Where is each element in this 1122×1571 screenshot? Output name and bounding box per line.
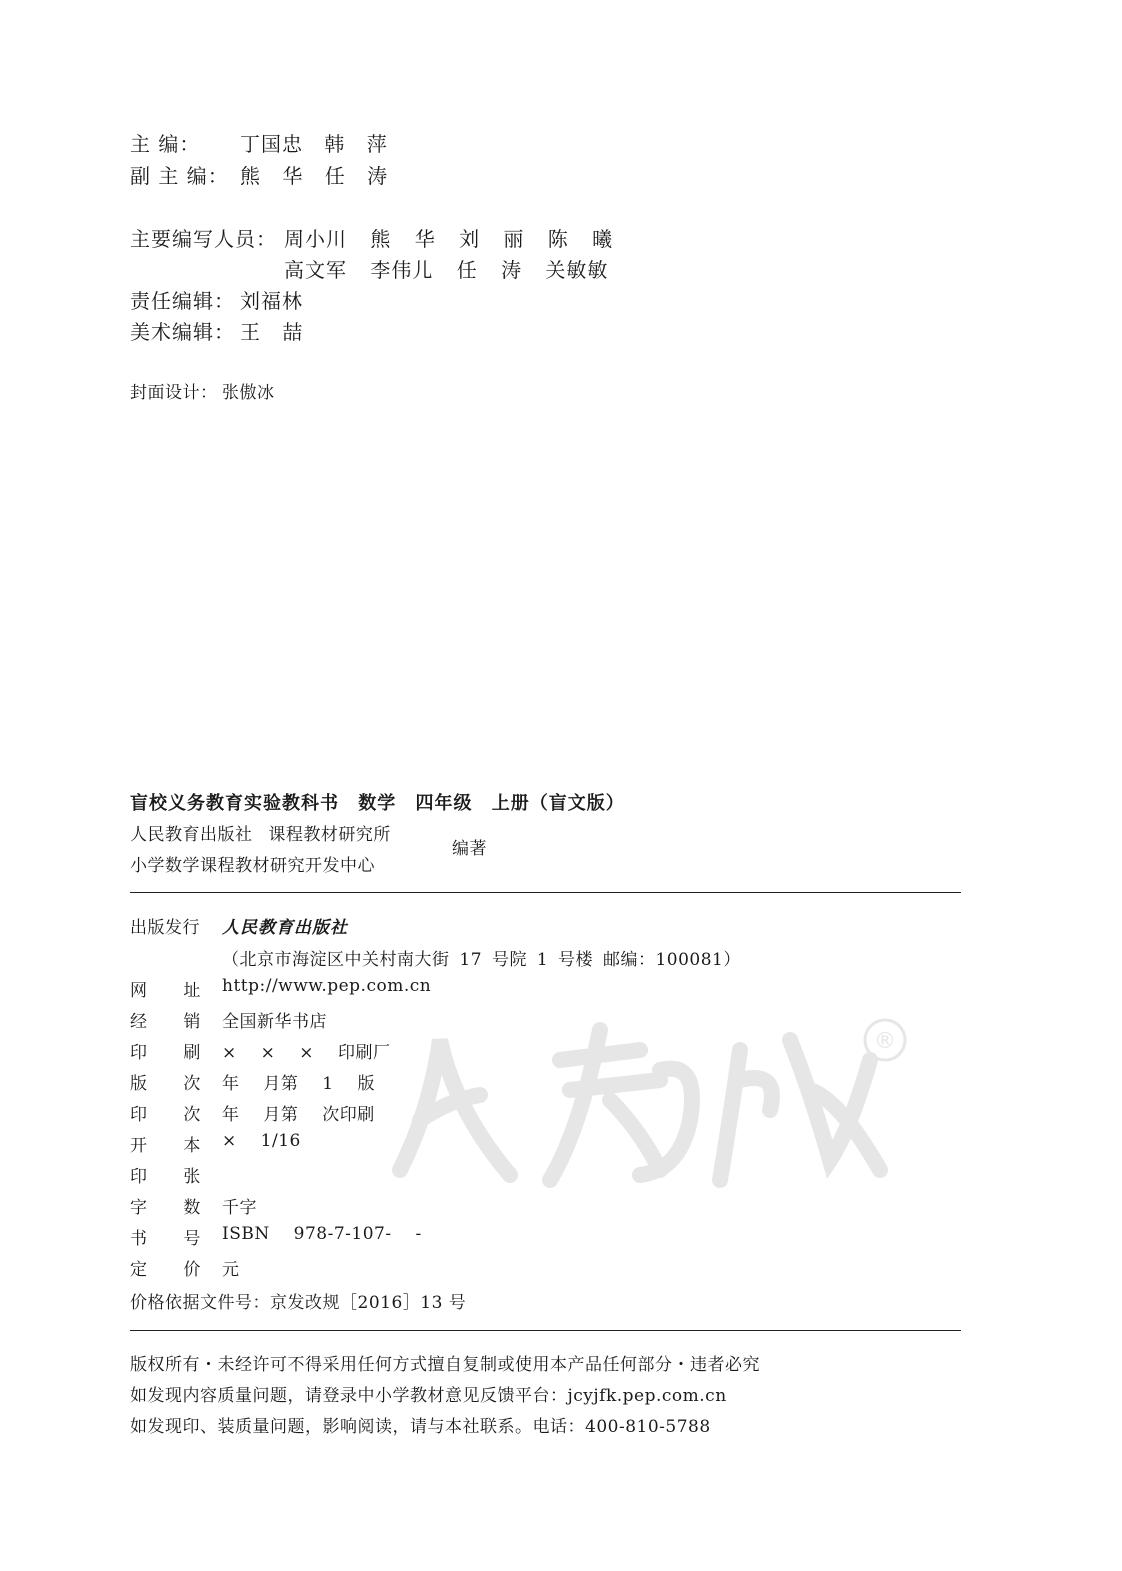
chief-editor-label: 主 编： bbox=[130, 132, 201, 156]
imprint-row-value: 全国新华书店 bbox=[222, 1012, 327, 1032]
cover-design-value: 张傲冰 bbox=[222, 383, 275, 403]
imprint-row-value: 元 bbox=[222, 1260, 240, 1280]
imprint-row-label: 印 刷 bbox=[130, 1043, 201, 1063]
imprint-row-label: 版 次 bbox=[130, 1074, 201, 1094]
writers-label: 主要编写人员： bbox=[130, 227, 277, 251]
imprint-row-value: 年 月第 次印刷 bbox=[222, 1105, 375, 1125]
publisher-logo: 人民教育出版社 bbox=[222, 918, 348, 938]
chief-editor-value: 丁国忠 韩 萍 bbox=[240, 132, 388, 156]
feedback-notice: 如发现内容质量问题，请登录中小学教材意见反馈平台：jcyjfk.pep.com.cn bbox=[130, 1386, 727, 1406]
imprint-row-label: 开 本 bbox=[130, 1136, 201, 1156]
art-editor-value: 王 喆 bbox=[240, 320, 304, 344]
imprint-row-label: 印 次 bbox=[130, 1105, 201, 1125]
writers-line-1: 周小川 熊 华 刘 丽 陈 曦 bbox=[284, 227, 614, 251]
divider-bottom bbox=[130, 1330, 961, 1331]
book-title: 盲校义务教育实验教科书 数学 四年级 上册（盲文版） bbox=[130, 793, 625, 814]
price-basis: 价格依据文件号：京发改规［2016］13 号 bbox=[130, 1293, 467, 1313]
publisher-distribution-label: 出版发行 bbox=[130, 918, 200, 938]
imprint-row-value: × × × 印刷厂 bbox=[222, 1043, 391, 1063]
imprint-row-value: ISBN 978-7-107- - bbox=[222, 1224, 422, 1244]
compiled-label: 编著 bbox=[452, 839, 487, 859]
imprint-row-label: 网 址 bbox=[130, 981, 201, 1001]
imprint-row-label: 定 价 bbox=[130, 1260, 201, 1280]
imprint-row-label: 印 张 bbox=[130, 1167, 201, 1187]
registered-mark: ® bbox=[874, 1029, 896, 1054]
deputy-editor-value: 熊 华 任 涛 bbox=[240, 164, 389, 188]
publisher-address: （北京市海淀区中关村南大街 17 号院 1 号楼 邮编：100081） bbox=[222, 950, 741, 970]
cover-design-label: 封面设计： bbox=[130, 383, 218, 403]
imprint-row-value: × 1/16 bbox=[222, 1131, 301, 1151]
imprint-row-value: 千字 bbox=[222, 1198, 257, 1218]
quality-notice: 如发现印、装质量问题，影响阅读，请与本社联系。电话：400-810-5788 bbox=[130, 1417, 711, 1437]
imprint-row-label: 书 号 bbox=[130, 1229, 201, 1249]
writers-line-2: 高文军 李伟儿 任 涛 关敏敏 bbox=[284, 258, 609, 282]
deputy-editor-label: 副 主 编： bbox=[130, 164, 229, 188]
responsible-editor-value: 刘福林 bbox=[240, 289, 303, 313]
responsible-editor-label: 责任编辑： bbox=[130, 289, 235, 313]
imprint-row-value: 年 月第 1 版 bbox=[222, 1074, 376, 1094]
publisher-line-2: 小学数学课程教材研究开发中心 bbox=[130, 856, 375, 876]
imprint-row-label: 经 销 bbox=[130, 1012, 201, 1032]
imprint-row-value: http://www.pep.com.cn bbox=[222, 976, 432, 996]
publisher-line-1: 人民教育出版社 课程教材研究所 bbox=[130, 825, 391, 845]
divider-top bbox=[130, 892, 961, 893]
watermark-logo bbox=[360, 1000, 920, 1200]
copyright-notice: 版权所有・未经许可不得采用任何方式擅自复制或使用本产品任何部分・违者必究 bbox=[130, 1355, 760, 1375]
art-editor-label: 美术编辑： bbox=[130, 320, 235, 344]
imprint-row-label: 字 数 bbox=[130, 1198, 201, 1218]
